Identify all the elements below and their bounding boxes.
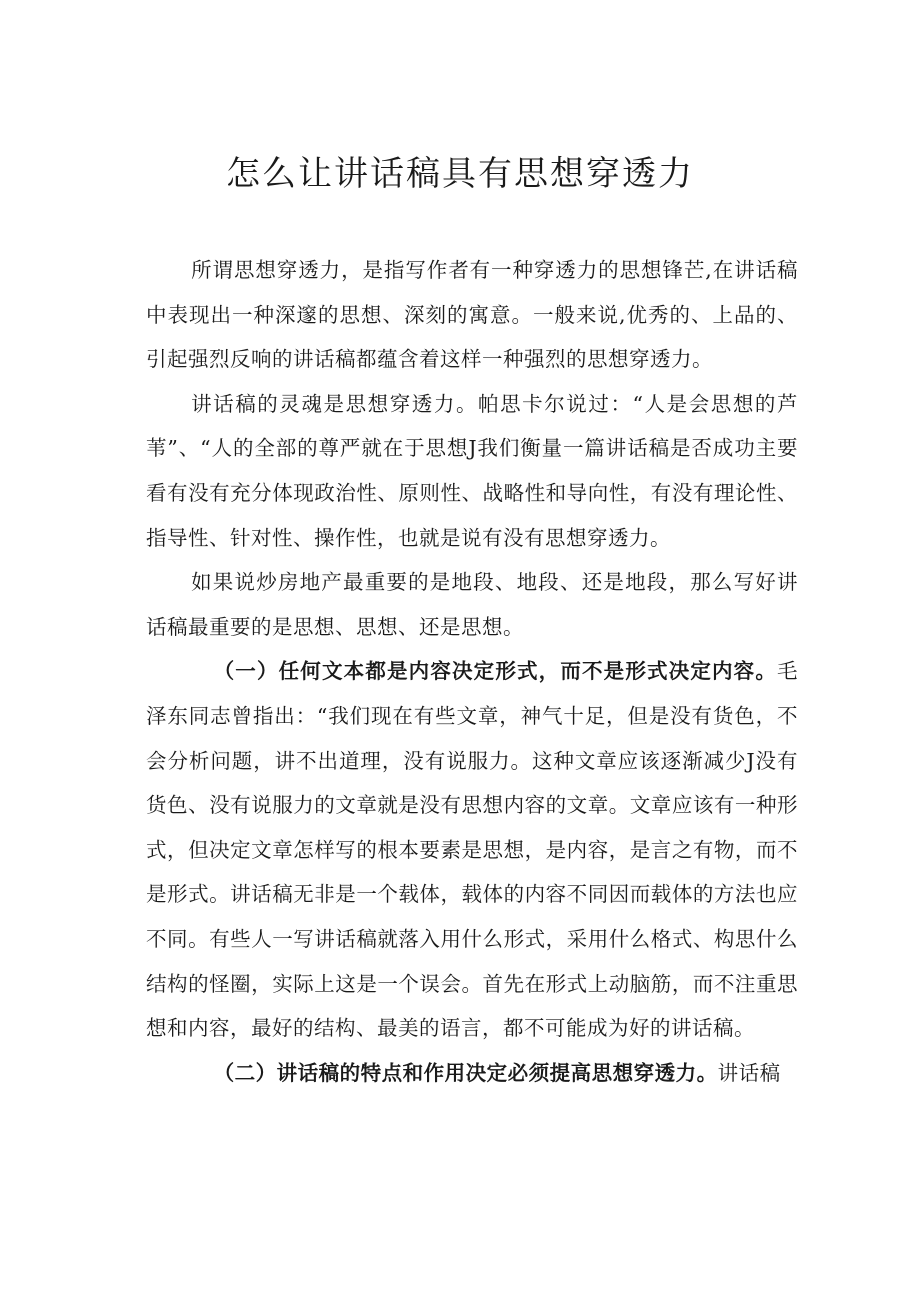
paragraph-text: 毛泽东同志曾指出：“我们现在有些文章，神气十足，但是没有货色，不会分析问题，讲不出道理，没有说服力。这种文章应该逐渐减少J没有货色、没有说服力的文章就是没有思想内容的文章。文章应该有一种形式，但决定文章怎样写的根本要素是思想，是内容，是言之有物，而不是形式。讲话稿无非是一个载体，载体的内容不同因而载体的方法也应不同。有些人一写讲话稿就落入用什么形式，采用什么格式、构思什么结构的怪圈，实际上这是一个误会。首先在形式上动脑筋，而不注重思想和内容，最好的结构、最美的语言，都不可能成为好的讲话稿。 bbox=[146, 659, 798, 1041]
paragraph-text: 讲话稿的灵魂是思想穿透力。帕思卡尔说过：“人是会思想的芦苇”、“人的全部的尊严就在于思想J我们衡量一篇讲话稿是否成功主要看有没有充分体现政治性、原则性、战略性和导向性，有没有理论性、指导性、针对性、操作性，也就是说有没有思想穿透力。 bbox=[146, 391, 798, 550]
paragraph bbox=[146, 1051, 798, 1096]
paragraph-text: 如果说炒房地产最重要的是地段、地段、还是地段，那么写好讲话稿最重要的是思想、思想、还是思想。 bbox=[146, 570, 798, 639]
section-heading: （二）讲话稿的特点和作用决定必须提高思想穿透力。 bbox=[213, 1060, 718, 1085]
paragraph-text: 讲话稿 bbox=[717, 1060, 781, 1085]
document-title: 怎么让讲话稿具有思想穿透力 bbox=[226, 154, 694, 194]
paragraph-text: 所谓思想穿透力，是指写作者有一种穿透力的思想锋芒,在讲话稿中表现出一种深邃的思想、深刻的寓意。一般来说,优秀的、上品的、引起强烈反响的讲话稿都蕴含着这样一种强烈的思想穿透力。 bbox=[146, 258, 798, 372]
paragraph bbox=[146, 382, 798, 560]
paragraph bbox=[146, 560, 798, 649]
paragraph bbox=[146, 649, 798, 1050]
paragraph bbox=[146, 248, 798, 382]
section-heading: （一）任何文本都是内容决定形式，而不是形式决定内容。 bbox=[213, 659, 777, 684]
document-body bbox=[146, 248, 798, 1095]
